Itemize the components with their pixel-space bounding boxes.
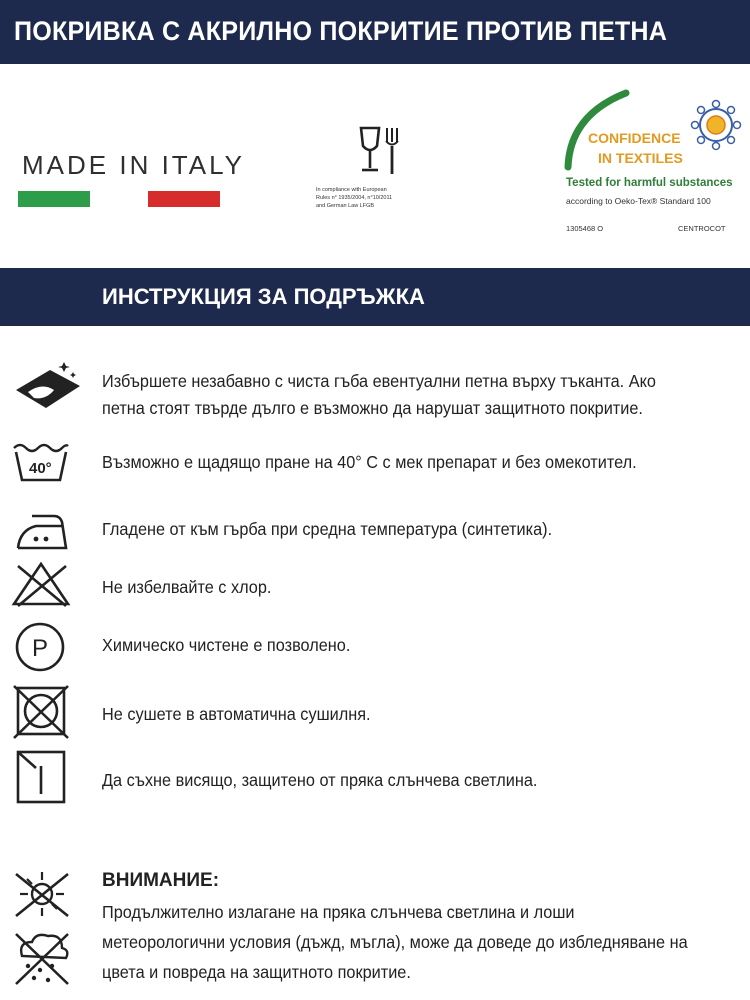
oeko-in-textiles-text: IN TEXTILES bbox=[598, 150, 683, 166]
dry-clean-p-icon bbox=[10, 620, 72, 674]
made-in-italy-label: MADE IN ITALY bbox=[22, 150, 245, 180]
food-safe-glass-fork-icon bbox=[355, 124, 405, 180]
oeko-confidence-text: CONFIDENCE bbox=[588, 130, 681, 146]
no-tumble-dry-icon bbox=[10, 684, 72, 740]
title-band bbox=[0, 0, 750, 64]
italy-flag-red-stripe bbox=[148, 191, 220, 207]
no-bleach-icon bbox=[10, 560, 72, 608]
svg-text:P: P bbox=[31, 635, 49, 662]
care-item-dryclean-text: Химическо чистене е позволено. bbox=[102, 635, 351, 655]
warning-body: Продължително излагане на пряка слънчева светлина и лоши метеорологични условия (дъжд, мъгла), може да доведе до избледняване на цвета и повреда на защитното покритие. bbox=[102, 902, 688, 982]
oeko-institute-name: CENTROCOT bbox=[678, 224, 726, 233]
care-item-tumble-text: Не сушете в автоматична сушилня. bbox=[102, 704, 371, 724]
oeko-certificate-code: 1305468 O bbox=[566, 224, 604, 233]
care-item-wash-text: Възможно е щадящо пране на 40° С с мек препарат и без омекотител. bbox=[102, 452, 637, 472]
oeko-standard-text: according to Oeko-Tex® Standard 100 bbox=[566, 196, 711, 206]
wash-temperature-label: 40° bbox=[29, 460, 52, 477]
warning-title: ВНИМАНИЕ: bbox=[102, 870, 220, 891]
care-item-linedry-text: Да съхне висящо, защитено от пряка слънчева светлина. bbox=[102, 770, 538, 790]
page-title: ПОКРИВКА С АКРИЛНО ПОКРИТИЕ ПРОТИВ ПЕТНА bbox=[14, 16, 668, 46]
no-sun-icon bbox=[10, 868, 74, 920]
iron-medium-icon bbox=[10, 508, 72, 554]
care-item-bleach-text: Не избелвайте с хлор. bbox=[102, 577, 272, 597]
care-item-wipe-text: Избършете незабавно с чиста гъба евентуални петна върху тъканта. Ако петна стоят твърде дълго е възможно да нарушат защитното покритие. bbox=[102, 371, 656, 418]
oeko-tested-text: Tested for harmful substances bbox=[566, 177, 733, 189]
care-item-iron-text: Гладене от към гърба при средна температура (синтетика). bbox=[102, 519, 553, 539]
no-rain-icon bbox=[10, 930, 74, 986]
line-dry-shade-icon bbox=[10, 748, 72, 808]
care-heading: ИНСТРУКЦИЯ ЗА ПОДРЪЖКА bbox=[102, 284, 425, 309]
care-instructions-band bbox=[0, 268, 750, 326]
italy-flag-green-stripe bbox=[18, 191, 90, 207]
wipe-sponge-icon bbox=[10, 360, 86, 416]
food-compliance-text: In compliance with European Rules n° 1935/2004, n°10/2011 and German Law LFGB bbox=[316, 187, 393, 209]
